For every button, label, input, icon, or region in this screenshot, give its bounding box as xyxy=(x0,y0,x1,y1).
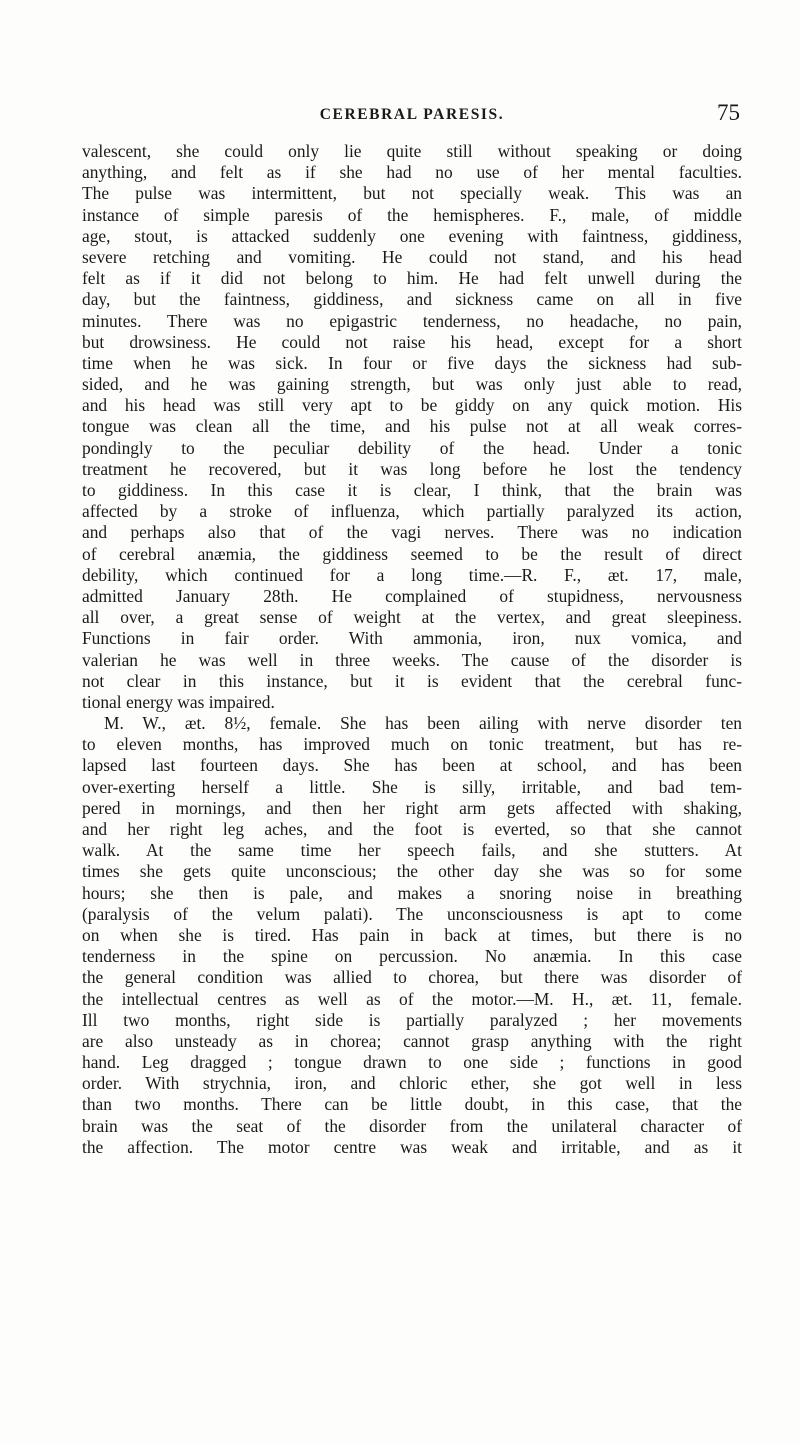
text-line: age, stout, is attacked suddenly one evening with faintness, giddiness, xyxy=(82,225,742,246)
text-line: tenderness in the spine on percussion. No anæmia. In this case xyxy=(82,946,742,967)
text-line: are also unsteady as in chorea; cannot grasp anything with the right xyxy=(82,1030,742,1051)
text-line: The pulse was intermittent, but not specially weak. This was an xyxy=(82,183,742,204)
text-line: times she gets quite unconscious; the other day she was so for some xyxy=(82,861,742,882)
text-line: order. With strychnia, iron, and chloric ether, she got well in less xyxy=(82,1073,742,1094)
text-line: anything, and felt as if she had no use of her mental faculties. xyxy=(82,162,742,183)
text-line: sided, and he was gaining strength, but was only just able to read, xyxy=(82,374,742,395)
text-line: minutes. There was no epigastric tenderness, no headache, no pain, xyxy=(82,310,742,331)
text-line: and her right leg aches, and the foot is everted, so that she cannot xyxy=(82,819,742,839)
text-line: hand. Leg dragged ; tongue drawn to one side ; functions in good xyxy=(82,1052,742,1073)
text-line: of cerebral anæmia, the giddiness seemed to be the result of direct xyxy=(82,543,742,564)
text-line: time when he was sick. In four or five days the sickness had sub- xyxy=(82,352,742,373)
text-line: pered in mornings, and then her right arm gets affected with shaking, xyxy=(82,797,742,818)
text-line: treatment he recovered, but it was long before he lost the tendency xyxy=(82,458,742,479)
text-line: M. W., æt. 8½, female. She has been ailing with nerve disorder ten xyxy=(104,713,742,734)
text-line: pondingly to the peculiar debility of the head. Under a tonic xyxy=(82,437,742,458)
text-line: instance of simple paresis of the hemispheres. F., male, of middle xyxy=(82,204,742,225)
page-number: 75 xyxy=(717,100,740,125)
body-text xyxy=(82,141,742,1158)
text-line: to giddiness. In this case it is clear, I think, that the brain was xyxy=(82,480,742,500)
text-line: tional energy was impaired. xyxy=(82,691,275,712)
text-line: severe retching and vomiting. He could not stand, and his head xyxy=(82,246,742,267)
text-line: not clear in this instance, but it is evident that the cerebral func- xyxy=(82,670,742,691)
text-line: than two months. There can be little doubt, in this case, that the xyxy=(82,1094,742,1115)
text-line: valerian he was well in three weeks. The cause of the disorder is xyxy=(82,649,742,670)
text-line: lapsed last fourteen days. She has been at school, and has been xyxy=(82,755,742,776)
text-line: tongue was clean all the time, and his pulse not at all weak corres- xyxy=(82,416,742,437)
page-header xyxy=(82,100,742,130)
text-line: Ill two months, right side is partially paralyzed ; her movements xyxy=(82,1009,742,1030)
text-line: the general condition was allied to chorea, but there was disorder of xyxy=(82,967,742,988)
text-line: day, but the faintness, giddiness, and sickness came on all in five xyxy=(82,289,742,310)
text-line: walk. At the same time her speech fails, and she stutters. At xyxy=(82,840,742,861)
text-line: affected by a stroke of influenza, which partially paralyzed its action, xyxy=(82,501,742,522)
text-line: the intellectual centres as well as of the motor.—M. H., æt. 11, female. xyxy=(82,988,742,1009)
text-line: on when she is tired. Has pain in back at times, but there is no xyxy=(82,924,742,945)
text-line: the affection. The motor centre was weak and irritable, and as it xyxy=(82,1136,742,1157)
text-line: but drowsiness. He could not raise his head, except for a short xyxy=(82,331,742,352)
text-line: valescent, she could only lie quite still without speaking or doing xyxy=(82,141,742,161)
text-line: admitted January 28th. He complained of stupidness, nervousness xyxy=(82,585,742,606)
text-line: all over, a great sense of weight at the vertex, and great sleepiness. xyxy=(82,607,742,628)
text-line: hours; she then is pale, and makes a snoring noise in breathing xyxy=(82,882,742,903)
text-line: Functions in fair order. With ammonia, iron, nux vomica, and xyxy=(82,628,742,649)
text-line: and perhaps also that of the vagi nerves. There was no indication xyxy=(82,522,742,543)
running-title: CEREBRAL PARESIS. xyxy=(319,106,505,123)
text-line: brain was the seat of the disorder from the unilateral character of xyxy=(82,1115,742,1136)
text-line: (paralysis of the velum palati). The unconsciousness is apt to come xyxy=(82,903,742,924)
text-line: to eleven months, has improved much on tonic treatment, but has re- xyxy=(82,734,742,755)
text-line: felt as if it did not belong to him. He had felt unwell during the xyxy=(82,268,742,289)
text-line: debility, which continued for a long time.—R. F., æt. 17, male, xyxy=(82,564,742,585)
text-line: over-exerting herself a little. She is silly, irritable, and bad tem- xyxy=(82,776,742,797)
text-line: and his head was still very apt to be giddy on any quick motion. His xyxy=(82,395,742,416)
